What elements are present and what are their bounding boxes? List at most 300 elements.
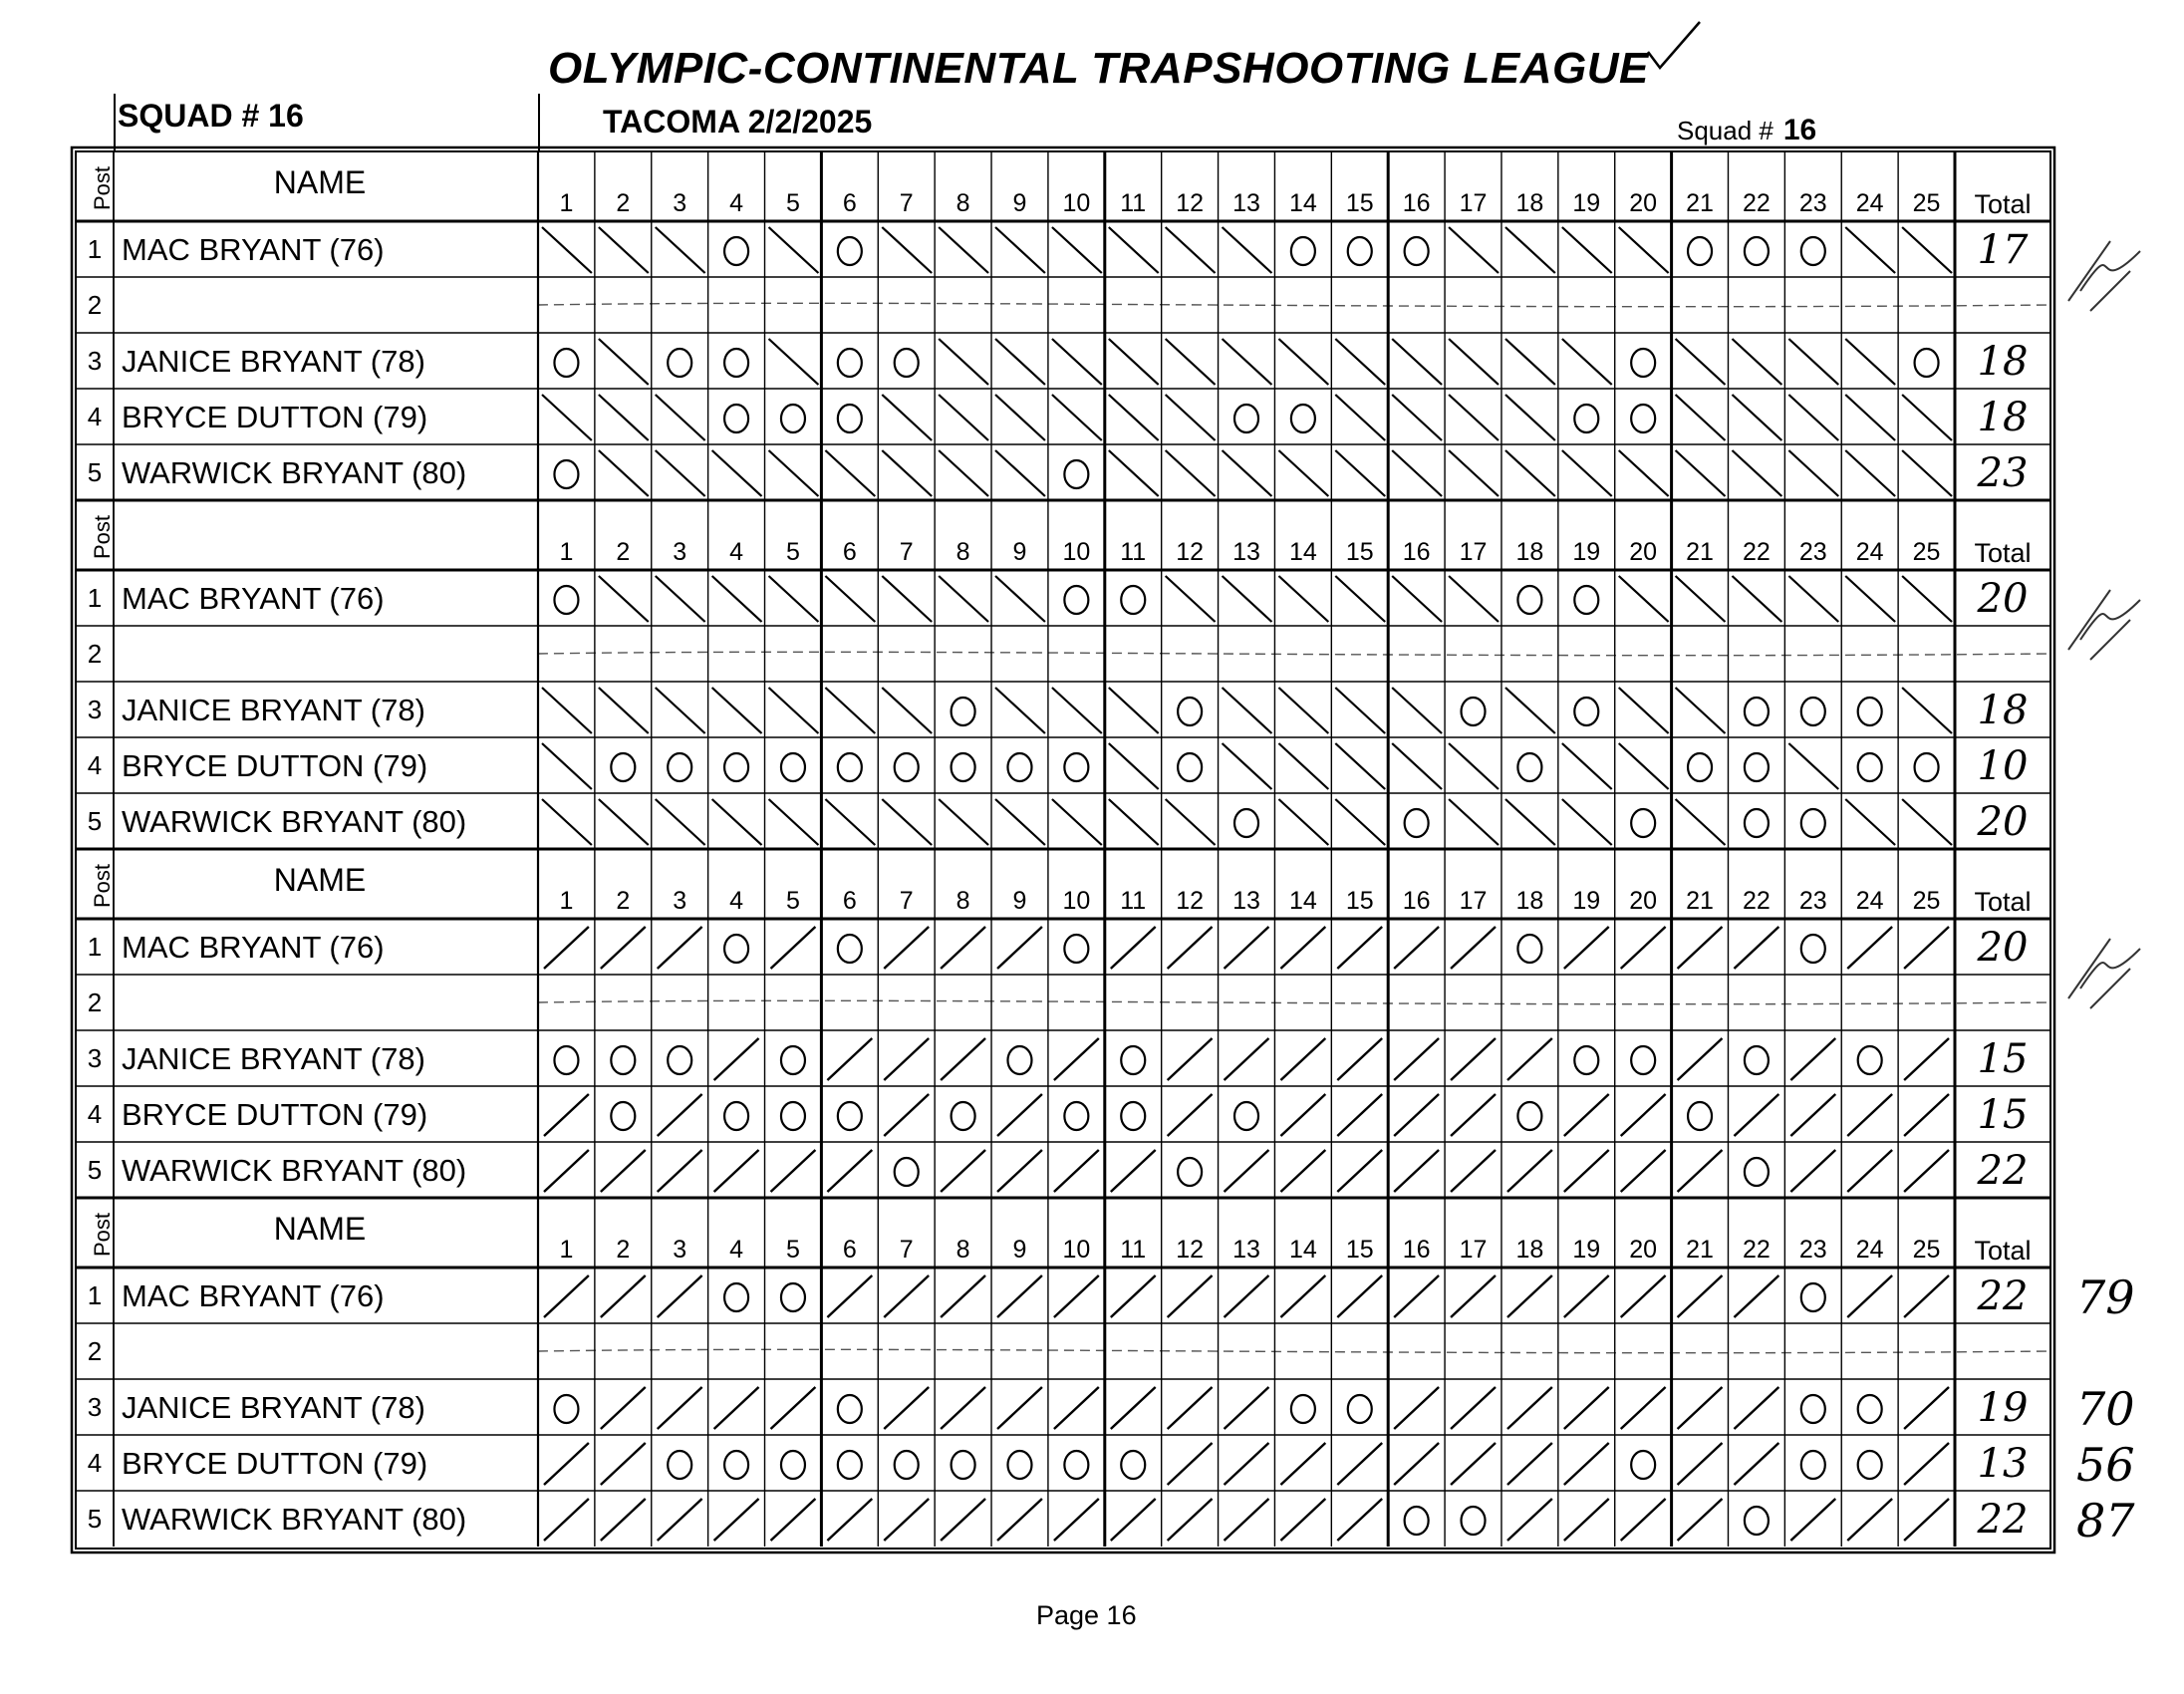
lost-target-mark — [952, 1102, 975, 1130]
lost-target-mark — [1631, 1046, 1655, 1074]
post-header-label: Post — [89, 165, 115, 211]
lost-target-mark — [781, 1451, 805, 1479]
hit-target-mark — [1619, 450, 1669, 496]
shooter-name: JANICE BRYANT (78) — [122, 693, 425, 727]
hit-target-mark — [714, 1150, 759, 1192]
post-number: 2 — [87, 1336, 103, 1366]
hit-target-mark — [1845, 227, 1895, 273]
hit-target-mark — [1280, 1443, 1325, 1485]
hit-target-mark — [656, 450, 705, 496]
post-number: 1 — [87, 234, 103, 264]
name-header-label: NAME — [273, 1211, 367, 1247]
hit-target-mark — [656, 688, 705, 733]
hit-target-mark — [769, 688, 819, 733]
total-header-label: Total — [1974, 538, 2032, 568]
hit-target-mark — [1732, 576, 1781, 622]
hit-target-mark — [601, 1499, 646, 1541]
target-number-label: 20 — [1629, 538, 1658, 566]
lost-target-mark — [1858, 1395, 1882, 1423]
hit-target-mark — [997, 1275, 1042, 1317]
hit-target-mark — [1507, 1038, 1552, 1080]
target-number-label: 23 — [1798, 887, 1827, 915]
post-number: 2 — [87, 290, 103, 320]
hit-target-mark — [1054, 1387, 1099, 1429]
hit-target-mark — [542, 743, 592, 789]
hit-target-mark — [1562, 799, 1612, 845]
lost-target-mark — [1631, 809, 1655, 837]
hit-target-mark — [941, 1150, 985, 1192]
lost-target-mark — [1688, 1102, 1712, 1130]
hit-target-mark — [599, 450, 649, 496]
target-number-label: 18 — [1515, 1236, 1544, 1264]
hit-target-mark — [544, 927, 589, 969]
hit-target-mark — [1790, 1038, 1835, 1080]
shooter-name: JANICE BRYANT (78) — [122, 1390, 425, 1425]
hit-target-mark — [941, 927, 985, 969]
target-number-label: 22 — [1743, 538, 1771, 566]
target-number-label: 9 — [1012, 887, 1027, 915]
lost-target-mark — [895, 1451, 919, 1479]
hit-target-mark — [599, 227, 649, 273]
hit-target-mark — [1223, 576, 1272, 622]
lost-target-mark — [1574, 405, 1598, 432]
hit-target-mark — [1564, 1499, 1609, 1541]
lost-target-mark — [1178, 1158, 1202, 1186]
hit-target-mark — [1678, 1499, 1723, 1541]
target-number-label: 24 — [1855, 189, 1884, 217]
hit-target-mark — [1166, 450, 1216, 496]
hit-target-mark — [1507, 1387, 1552, 1429]
hit-target-mark — [1166, 799, 1216, 845]
hit-target-mark — [882, 799, 932, 845]
hit-target-mark — [1223, 450, 1272, 496]
lost-target-mark — [668, 753, 691, 781]
shooter-name: WARWICK BRYANT (80) — [122, 1153, 467, 1188]
hit-target-mark — [1392, 339, 1442, 385]
post-number: 2 — [87, 988, 103, 1017]
hit-target-mark — [1788, 395, 1838, 440]
row-total-score: 18 — [1977, 395, 2029, 440]
target-number-label: 6 — [842, 887, 857, 915]
hit-target-mark — [544, 1275, 589, 1317]
lost-target-mark — [1801, 809, 1825, 837]
hit-target-mark — [1845, 576, 1895, 622]
post-number: 3 — [87, 695, 103, 724]
hit-target-mark — [1225, 1150, 1269, 1192]
lost-target-mark — [611, 1102, 635, 1130]
target-number-label: 19 — [1572, 189, 1601, 217]
hit-target-mark — [1732, 395, 1781, 440]
hit-target-mark — [1621, 1387, 1666, 1429]
lost-target-mark — [1291, 237, 1315, 265]
hit-target-mark — [544, 1150, 589, 1192]
hit-target-mark — [1449, 576, 1499, 622]
hit-target-mark — [1562, 227, 1612, 273]
hit-target-mark — [544, 1499, 589, 1541]
target-number-label: 10 — [1062, 189, 1091, 217]
lost-target-mark — [1517, 753, 1541, 781]
hit-target-mark — [1335, 743, 1385, 789]
target-number-label: 8 — [956, 189, 970, 217]
row-total-score: 15 — [1977, 1092, 2029, 1138]
hit-target-mark — [1225, 927, 1269, 969]
hit-target-mark — [1109, 227, 1159, 273]
hit-target-mark — [1111, 1150, 1156, 1192]
row-total-score: 20 — [1977, 799, 2029, 845]
hit-target-mark — [1109, 688, 1159, 733]
post-number: 4 — [87, 1099, 103, 1129]
lost-target-mark — [1348, 1395, 1372, 1423]
target-number-label: 14 — [1288, 1236, 1317, 1264]
hit-target-mark — [1451, 1150, 1496, 1192]
hit-target-mark — [1392, 450, 1442, 496]
event-label: TACOMA 2/2/2025 — [603, 104, 873, 140]
hit-target-mark — [1788, 450, 1838, 496]
lost-target-mark — [724, 349, 748, 377]
hit-target-mark — [1111, 1387, 1156, 1429]
target-number-label: 16 — [1402, 538, 1431, 566]
hit-target-mark — [1168, 927, 1213, 969]
target-number-label: 8 — [956, 887, 970, 915]
row-total-score: 20 — [1977, 576, 2029, 622]
hit-target-mark — [1676, 339, 1726, 385]
post-number: 4 — [87, 1448, 103, 1478]
hit-target-mark — [1052, 339, 1102, 385]
hit-target-mark — [542, 395, 592, 440]
hit-target-mark — [1904, 1499, 1949, 1541]
hit-target-mark — [1168, 1275, 1213, 1317]
hit-target-mark — [658, 927, 702, 969]
hit-target-mark — [1904, 1387, 1949, 1429]
hit-target-mark — [1394, 1094, 1439, 1136]
lost-target-mark — [952, 698, 975, 725]
row-total-score: 22 — [1977, 1497, 2029, 1543]
lost-target-mark — [1405, 237, 1429, 265]
target-number-label: 12 — [1176, 887, 1205, 915]
hit-target-mark — [882, 576, 932, 622]
hit-target-mark — [1788, 576, 1838, 622]
lost-target-mark — [1801, 935, 1825, 963]
hit-target-mark — [827, 1150, 872, 1192]
target-number-label: 15 — [1345, 887, 1374, 915]
lost-target-mark — [1574, 698, 1598, 725]
hit-target-mark — [939, 227, 988, 273]
hit-target-mark — [1904, 1150, 1949, 1192]
grand-total-note: 87 — [2076, 1494, 2135, 1548]
hit-target-mark — [1335, 339, 1385, 385]
lost-target-mark — [838, 1395, 862, 1423]
target-number-label: 13 — [1232, 887, 1260, 915]
target-number-label: 19 — [1572, 1236, 1601, 1264]
hit-target-mark — [882, 450, 932, 496]
hit-target-mark — [1451, 927, 1496, 969]
hit-target-mark — [1392, 576, 1442, 622]
hit-target-mark — [1621, 927, 1666, 969]
hit-target-mark — [1337, 1443, 1382, 1485]
target-number-label: 17 — [1459, 189, 1488, 217]
hit-target-mark — [1505, 339, 1555, 385]
lost-target-mark — [838, 753, 862, 781]
lost-target-mark — [724, 935, 748, 963]
hit-target-mark — [1676, 576, 1726, 622]
hit-target-mark — [1052, 227, 1102, 273]
initials-scribble — [2068, 241, 2140, 311]
hit-target-mark — [995, 227, 1045, 273]
hit-target-mark — [1734, 927, 1778, 969]
lost-target-mark — [1121, 1102, 1145, 1130]
hit-target-mark — [1335, 799, 1385, 845]
target-number-label: 10 — [1062, 538, 1091, 566]
hit-target-mark — [1449, 395, 1499, 440]
lost-target-mark — [1801, 237, 1825, 265]
hit-target-mark — [997, 1499, 1042, 1541]
hit-target-mark — [1902, 688, 1952, 733]
target-number-label: 21 — [1686, 1236, 1714, 1264]
hit-target-mark — [1676, 395, 1726, 440]
hit-target-mark — [1619, 688, 1669, 733]
post-header-label: Post — [89, 514, 115, 560]
hit-target-mark — [1564, 1150, 1609, 1192]
lost-target-mark — [1745, 1158, 1769, 1186]
target-number-label: 23 — [1798, 189, 1827, 217]
hit-target-mark — [1505, 688, 1555, 733]
lost-target-mark — [724, 1102, 748, 1130]
hit-target-mark — [884, 1275, 929, 1317]
target-number-label: 24 — [1855, 538, 1884, 566]
target-number-label: 25 — [1912, 538, 1941, 566]
hit-target-mark — [1335, 395, 1385, 440]
hit-target-mark — [1904, 1443, 1949, 1485]
hit-target-mark — [1676, 799, 1726, 845]
lost-target-mark — [952, 1451, 975, 1479]
hit-target-mark — [714, 1499, 759, 1541]
hit-target-mark — [1337, 1499, 1382, 1541]
target-number-label: 18 — [1515, 189, 1544, 217]
lost-target-mark — [1801, 1395, 1825, 1423]
hit-target-mark — [658, 1275, 702, 1317]
hit-target-mark — [1054, 1150, 1099, 1192]
hit-target-mark — [884, 1499, 929, 1541]
hit-target-mark — [1621, 1150, 1666, 1192]
post-header-label: Post — [89, 863, 115, 909]
hit-target-mark — [544, 1094, 589, 1136]
squad-number-caption: Squad # — [1677, 116, 1774, 145]
hit-target-mark — [1337, 1038, 1382, 1080]
target-number-label: 22 — [1743, 189, 1771, 217]
hit-target-mark — [1847, 1499, 1892, 1541]
post-number: 4 — [87, 402, 103, 431]
hit-target-mark — [1109, 450, 1159, 496]
hit-target-mark — [1166, 576, 1216, 622]
hit-target-mark — [1111, 1499, 1156, 1541]
hit-target-mark — [658, 1150, 702, 1192]
hit-target-mark — [1676, 688, 1726, 733]
target-number-label: 2 — [616, 1236, 631, 1264]
lost-target-mark — [895, 1158, 919, 1186]
hit-target-mark — [1109, 395, 1159, 440]
target-number-label: 23 — [1798, 1236, 1827, 1264]
hit-target-mark — [1734, 1094, 1778, 1136]
target-number-label: 5 — [786, 887, 800, 915]
hit-target-mark — [656, 576, 705, 622]
hit-target-mark — [1788, 743, 1838, 789]
lost-target-mark — [611, 1046, 635, 1074]
lost-target-mark — [1121, 1451, 1145, 1479]
hit-target-mark — [1904, 1094, 1949, 1136]
lost-target-mark — [1234, 405, 1258, 432]
hit-target-mark — [1394, 1150, 1439, 1192]
hit-target-mark — [1394, 1038, 1439, 1080]
shooter-name: BRYCE DUTTON (79) — [122, 748, 428, 783]
squad-label: SQUAD # 16 — [118, 98, 304, 134]
target-number-label: 20 — [1629, 887, 1658, 915]
hit-target-mark — [769, 227, 819, 273]
hit-target-mark — [825, 688, 875, 733]
hit-target-mark — [1505, 395, 1555, 440]
shooter-name: BRYCE DUTTON (79) — [122, 1097, 428, 1132]
target-number-label: 1 — [559, 538, 574, 566]
hit-target-mark — [939, 450, 988, 496]
hit-target-mark — [1449, 743, 1499, 789]
initials-scribble — [2068, 590, 2140, 660]
target-number-label: 13 — [1232, 189, 1260, 217]
target-number-label: 6 — [842, 189, 857, 217]
hit-target-mark — [1790, 1499, 1835, 1541]
hit-target-mark — [1790, 1094, 1835, 1136]
shooter-name: MAC BRYANT (76) — [122, 1278, 385, 1313]
hit-target-mark — [771, 1499, 816, 1541]
lost-target-mark — [781, 1046, 805, 1074]
lost-target-mark — [1517, 935, 1541, 963]
hit-target-mark — [941, 1038, 985, 1080]
hit-target-mark — [1902, 227, 1952, 273]
lost-target-mark — [1178, 753, 1202, 781]
lost-target-mark — [895, 349, 919, 377]
target-number-label: 1 — [559, 189, 574, 217]
lost-target-mark — [1688, 753, 1712, 781]
hit-target-mark — [1166, 339, 1216, 385]
row-total-score: 15 — [1977, 1036, 2029, 1082]
target-number-label: 11 — [1120, 189, 1147, 217]
lost-target-mark — [1007, 1046, 1031, 1074]
hit-target-mark — [1788, 339, 1838, 385]
hit-target-mark — [825, 799, 875, 845]
total-header-label: Total — [1974, 887, 2032, 917]
lost-target-mark — [554, 1395, 578, 1423]
post-number: 3 — [87, 1392, 103, 1422]
post-number: 1 — [87, 583, 103, 613]
hit-target-mark — [1052, 799, 1102, 845]
target-number-label: 15 — [1345, 1236, 1374, 1264]
hit-target-mark — [1392, 395, 1442, 440]
target-number-label: 7 — [899, 887, 914, 915]
target-number-label: 17 — [1459, 538, 1488, 566]
hit-target-mark — [1678, 1038, 1723, 1080]
hit-target-mark — [1505, 799, 1555, 845]
hit-target-mark — [941, 1387, 985, 1429]
target-number-label: 12 — [1176, 538, 1205, 566]
hit-target-mark — [939, 339, 988, 385]
hit-target-mark — [1507, 1443, 1552, 1485]
hit-target-mark — [542, 688, 592, 733]
post-number: 3 — [87, 346, 103, 376]
lost-target-mark — [611, 753, 635, 781]
lost-target-mark — [1064, 586, 1088, 614]
target-number-label: 1 — [559, 1236, 574, 1264]
target-number-label: 2 — [616, 189, 631, 217]
hit-target-mark — [1678, 1387, 1723, 1429]
post-number: 5 — [87, 1504, 103, 1534]
target-number-label: 14 — [1288, 887, 1317, 915]
target-number-label: 10 — [1062, 1236, 1091, 1264]
hit-target-mark — [1166, 395, 1216, 440]
hit-target-mark — [1902, 395, 1952, 440]
lost-target-mark — [1631, 349, 1655, 377]
hit-target-mark — [1280, 1094, 1325, 1136]
lost-target-mark — [1745, 237, 1769, 265]
hit-target-mark — [1225, 1387, 1269, 1429]
hit-target-mark — [1451, 1443, 1496, 1485]
hit-target-mark — [1451, 1275, 1496, 1317]
lost-target-mark — [1801, 698, 1825, 725]
lost-target-mark — [1858, 698, 1882, 725]
hit-target-mark — [1109, 339, 1159, 385]
hit-target-mark — [599, 576, 649, 622]
hit-target-mark — [769, 339, 819, 385]
hit-target-mark — [1223, 227, 1272, 273]
lost-target-mark — [1915, 349, 1939, 377]
hit-target-mark — [1562, 743, 1612, 789]
hit-target-mark — [1621, 1499, 1666, 1541]
lost-target-mark — [1688, 237, 1712, 265]
hit-target-mark — [1111, 1275, 1156, 1317]
hit-target-mark — [1280, 1038, 1325, 1080]
hit-target-mark — [1847, 927, 1892, 969]
lost-target-mark — [1064, 935, 1088, 963]
lost-target-mark — [724, 1451, 748, 1479]
row-total-score: 13 — [1977, 1441, 2029, 1487]
lost-target-mark — [668, 349, 691, 377]
initials-scribble — [2068, 939, 2140, 1008]
target-number-label: 9 — [1012, 538, 1027, 566]
target-number-label: 11 — [1120, 887, 1147, 915]
squad-number-value: 16 — [1782, 114, 1817, 146]
grand-total-note: 70 — [2076, 1382, 2135, 1436]
hit-target-mark — [1337, 1275, 1382, 1317]
hit-target-mark — [1845, 395, 1895, 440]
hit-target-mark — [1505, 227, 1555, 273]
target-number-label: 15 — [1345, 189, 1374, 217]
target-number-label: 6 — [842, 1236, 857, 1264]
target-number-label: 3 — [673, 1236, 687, 1264]
hit-target-mark — [939, 799, 988, 845]
hit-target-mark — [1564, 927, 1609, 969]
lost-target-mark — [1178, 698, 1202, 725]
hit-target-mark — [1564, 1275, 1609, 1317]
document-title: OLYMPIC-CONTINENTAL TRAPSHOOTING LEAGUE — [548, 44, 1649, 93]
target-number-label: 10 — [1062, 887, 1091, 915]
post-number: 2 — [87, 639, 103, 669]
hit-target-mark — [1280, 927, 1325, 969]
hit-target-mark — [1734, 1443, 1778, 1485]
row-total-score: 22 — [1977, 1273, 2029, 1319]
hit-target-mark — [1507, 1150, 1552, 1192]
target-number-label: 21 — [1686, 887, 1714, 915]
target-number-label: 20 — [1629, 1236, 1658, 1264]
hit-target-mark — [1678, 927, 1723, 969]
hit-target-mark — [601, 1150, 646, 1192]
post-number: 5 — [87, 1155, 103, 1185]
